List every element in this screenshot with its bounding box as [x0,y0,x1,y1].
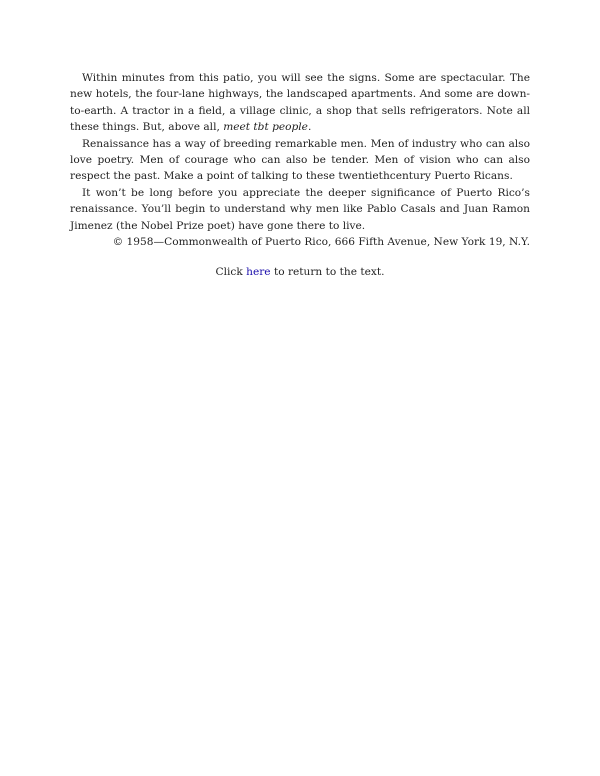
paragraph-renaissance-text: Renaissance has a way of breeding remarkable men. Men of industry who can also love poetry. Men of courage who can also be tender. Men of vision who can also respect the past. Make a point of talking to these twentiethcentury Puerto Ricans. [70,137,530,183]
paragraph-renaissance [70,136,530,185]
paragraph-patio [70,70,530,136]
return-prefix: Click [215,266,247,279]
paragraph-significance-text: It won’t be long before you appreciate the deeper significance of Puerto Rico’s renaissance. You’ll begin to understand why men like Pablo Casals and Juan Ramon Jimenez (the Nobel Prize poet) have gone there to live. [70,186,530,232]
paragraph-significance [70,185,530,234]
paragraph-patio-text: Within minutes from this patio, you will see the signs. Some are spectacular. The new hotels, the four-lane highways, the landscaped apartments. And some are down-to-earth. A tractor in a field, a village clinic, a shop that sells refrigerators. Note all these things. But, above all, [70,72,530,134]
copyright-credit: © 1958—Commonwealth of Puerto Rico, 666 Fifth Avenue, New York 19, N.Y. [112,236,530,249]
return-link[interactable]: here [246,266,271,279]
return-line [70,264,530,280]
paragraph-patio-emphasis: meet tbt people. [223,121,312,134]
return-suffix: to return to the text. [270,266,385,279]
document-page [70,70,530,281]
